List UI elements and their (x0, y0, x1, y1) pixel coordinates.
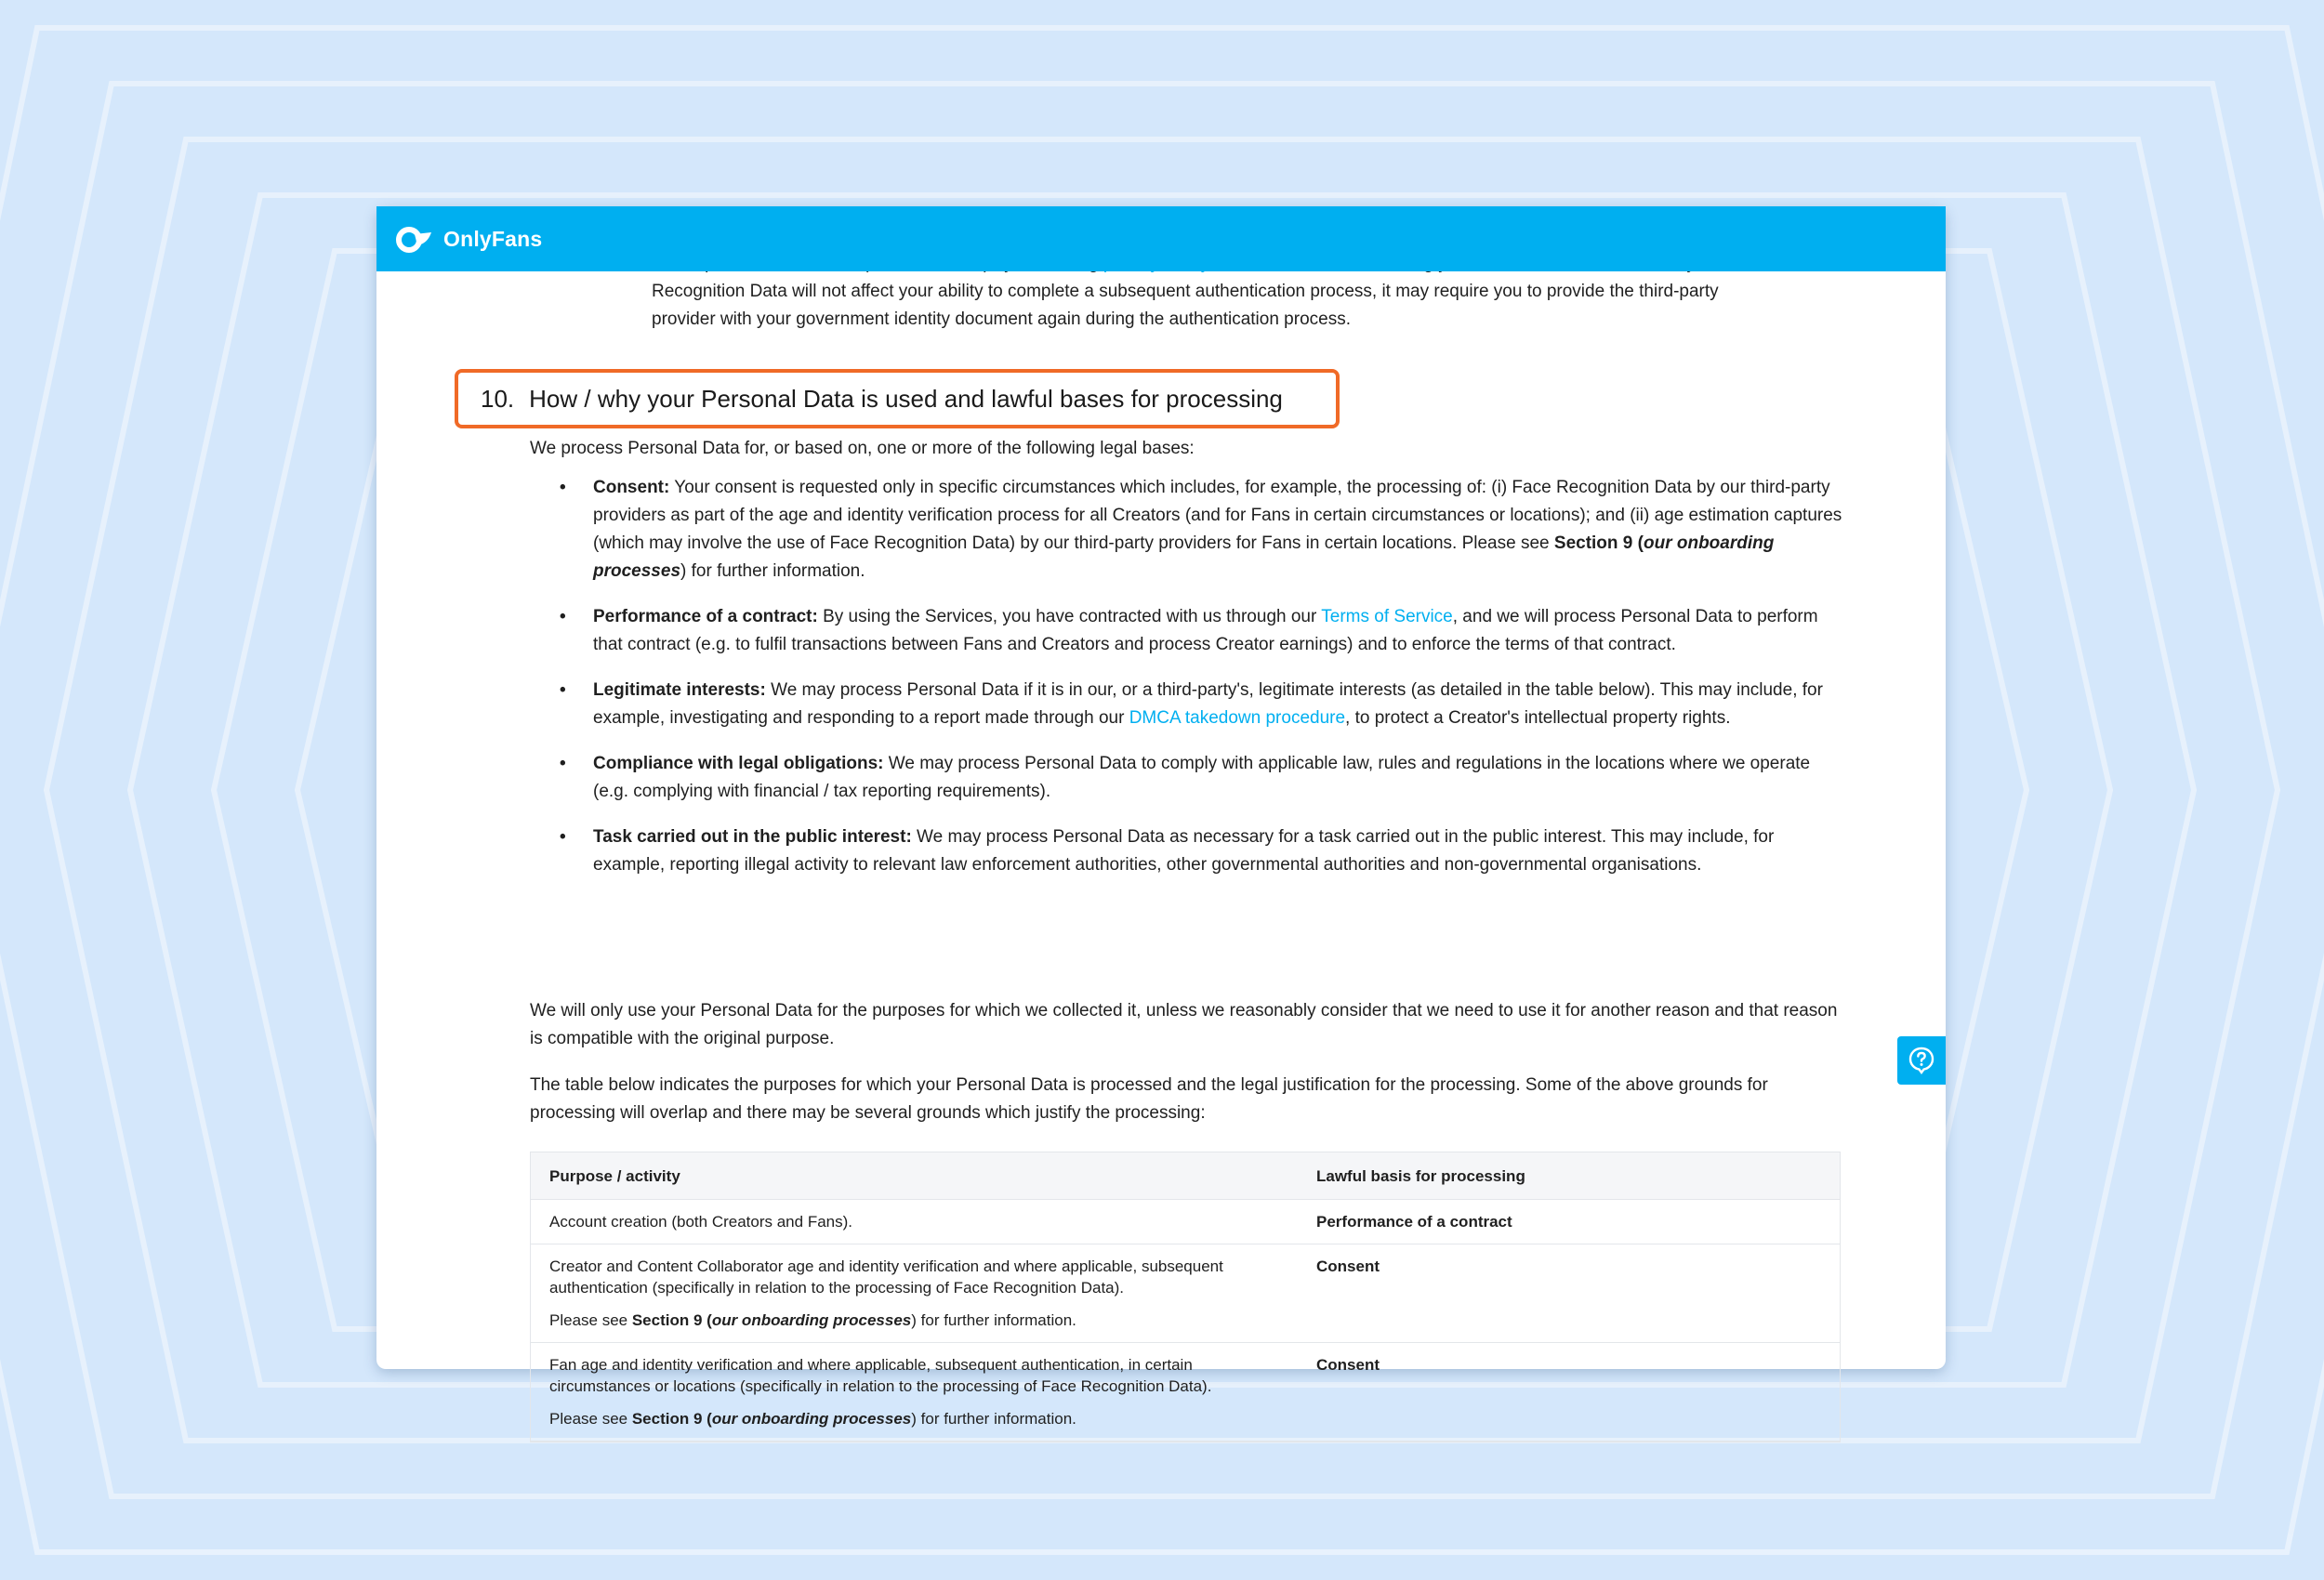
bullet-label: Compliance with legal obligations: (593, 754, 884, 773)
legal-bases-list (530, 474, 1850, 897)
list-item-consent (530, 474, 1850, 586)
row-purpose: Account creation (both Creators and Fans). (549, 1213, 852, 1231)
section-ref-title: our onboarding processes (711, 1410, 912, 1428)
bullet-text: We may process Personal Data to comply with applicable law, rules and regulations in the locations where we operate (e.g. complying with financial / tax reporting requirements). (593, 754, 1811, 801)
processing-table (530, 1152, 1841, 1442)
prev-line-3: provider with your government identity document again during the authentication process. (652, 309, 1351, 329)
onlyfans-logo-icon[interactable] (397, 225, 432, 253)
column-header-purpose: Purpose / activity (549, 1166, 680, 1185)
prev-line-2: Recognition Data will not affect your ability to complete a subsequent authentication process, it may require you to provide the third-party (652, 282, 1719, 301)
dmca-takedown-link[interactable]: DMCA takedown procedure (1129, 708, 1346, 728)
note-text: ) for further information. (911, 1311, 1076, 1329)
bullet-label: Legitimate interests: (593, 680, 766, 700)
browser-window (376, 206, 1946, 1428)
row-basis: Performance of a contract (1316, 1213, 1512, 1231)
section-ref: Section 9 (631, 1410, 703, 1428)
section-ref-title: our onboarding processes (711, 1311, 912, 1329)
section-ref-title: our onboarding processes (593, 533, 1775, 581)
bullet-label: Consent: (593, 478, 670, 497)
note-text: ) for further information. (911, 1410, 1076, 1428)
note-text: ( (702, 1410, 712, 1428)
row-note (549, 1310, 1279, 1331)
row-basis: Consent (1316, 1356, 1380, 1374)
note-text: Please see (549, 1311, 632, 1329)
bullet-text: , and we will process Personal Data to perform that contract (e.g. to fulfil transactions between Fans and Creators and process Creator earnings) and to enforce the terms of that contract. (593, 607, 1818, 654)
table-row (531, 1244, 1840, 1343)
bullet-text: We may process Personal Data if it is in our, or a third-party's, legitimate interests (as detailed in the table below). This may include, for example, investigating and responding to a report made through our (593, 680, 1823, 728)
bullet-text: ( (1632, 533, 1644, 553)
list-item-contract (530, 603, 1850, 659)
row-purpose: Creator and Content Collaborator age and identity verification and where applicable, subsequent authentication (specifically in relation to the processing of Face Recognition Data). (549, 1257, 1223, 1297)
section-number: 10. (481, 384, 515, 413)
purpose-paragraph: We will only use your Personal Data for the purposes for which we collected it, unless we reasonably consider that we need to use it for another reason and that reason is compatible with the original purpose. (530, 1001, 1838, 1048)
section-ref: Section 9 (631, 1311, 703, 1329)
bullet-label: Performance of a contract: (593, 607, 818, 626)
top-bar (376, 206, 1946, 271)
policy-content (376, 271, 1946, 1428)
table-row (531, 1343, 1840, 1442)
table-header-row (531, 1152, 1840, 1200)
section-title: How / why your Personal Data is used and lawful bases for processing (529, 384, 1283, 413)
help-question-icon (1907, 1046, 1936, 1075)
row-note (549, 1408, 1279, 1429)
bullet-text: Your consent is requested only in specific circumstances which includes, for example, the processing of: (i) Face Recognition Data by our third-party providers as part of the age and identity verification process for all Creators (and for Fans in certain circumstances or locations); and (ii) age estimation captures (which may involve the use of Face Recognition Data) by our third-party providers for Fans in certain locations. Please see (593, 478, 1842, 553)
table-intro-paragraph: The table below indicates the purposes for which your Personal Data is processed and the legal justification for the processing. Some of the above grounds for processing will overlap and there may be several grounds which justify the processing: (530, 1075, 1768, 1123)
row-basis: Consent (1316, 1257, 1380, 1275)
table-row (531, 1200, 1840, 1244)
help-button[interactable] (1897, 1036, 1946, 1085)
section-ref: Section 9 (1553, 533, 1633, 553)
bullet-text: ) for further information. (680, 561, 865, 581)
list-item-legitimate-interests (530, 677, 1850, 732)
bullet-text: We may process Personal Data as necessary for a task carried out in the public interest. This may include, for example, reporting illegal activity to relevant law enforcement authorities, other governmental authorities and non-governmental organisations. (593, 827, 1775, 875)
row-purpose: Fan age and identity verification and where applicable, subsequent authentication, in certain circumstances or locations (specifically in relation to the processing of Face Recognition Data). (549, 1356, 1212, 1395)
terms-of-service-link[interactable]: Terms of Service (1321, 607, 1453, 626)
row-purpose-cell (531, 1256, 1298, 1331)
note-text: ( (702, 1311, 712, 1329)
section-intro: We process Personal Data for, or based on, one or more of the following legal bases: (530, 439, 1195, 458)
brand-name[interactable]: OnlyFans (443, 226, 543, 251)
list-item-public-interest (530, 823, 1850, 879)
bullet-text: , to protect a Creator's intellectual property rights. (1345, 708, 1731, 728)
bullet-label: Task carried out in the public interest: (593, 827, 912, 847)
list-item-legal-obligations (530, 750, 1850, 806)
note-text: Please see (549, 1410, 632, 1428)
section-heading-highlighted (455, 369, 1340, 428)
bullet-text: By using the Services, you have contracted with us through our (817, 607, 1322, 626)
row-purpose-cell (531, 1354, 1298, 1429)
column-header-basis: Lawful basis for processing (1316, 1166, 1525, 1185)
